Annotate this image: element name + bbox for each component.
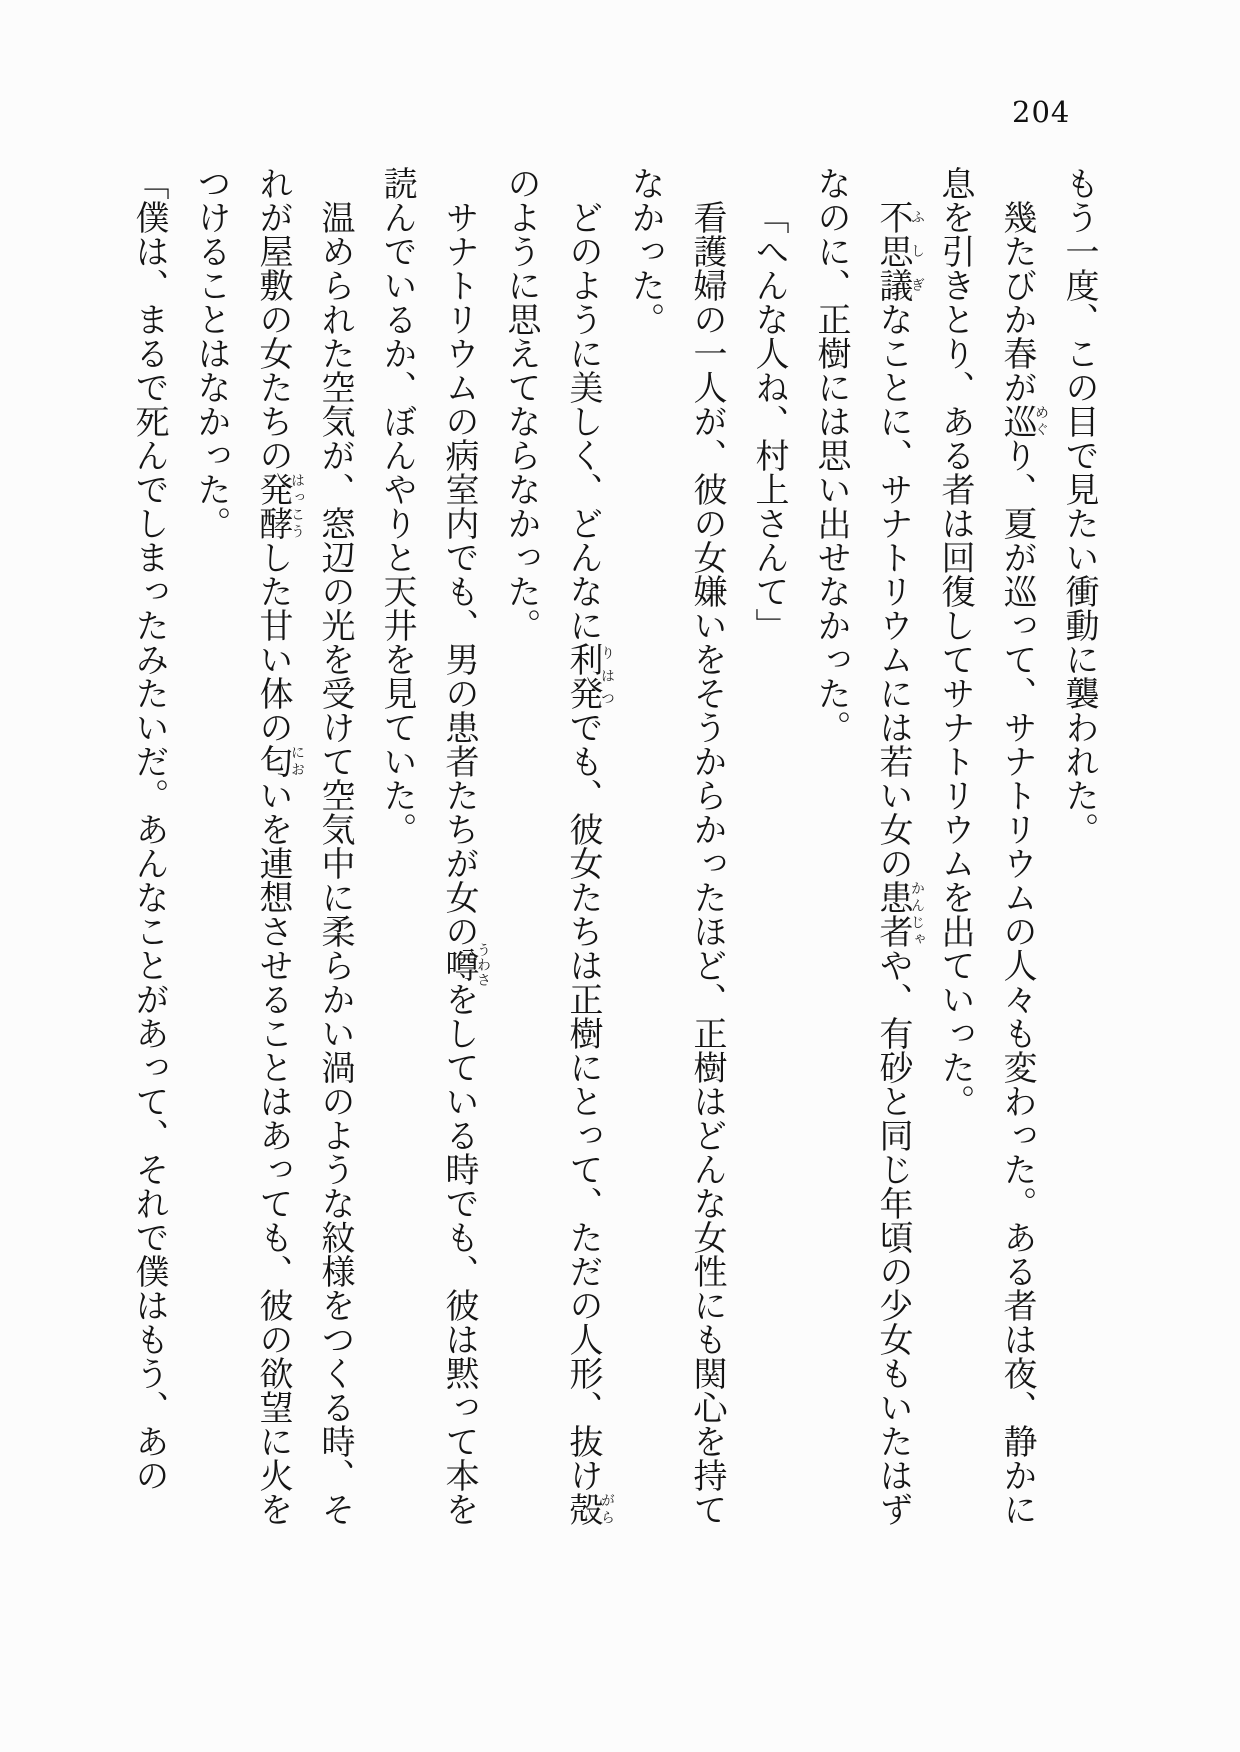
paragraph: 「僕は、まるで死んでしまったみたいだ。あんなことがあって、それで僕はもう、あの	[129, 166, 169, 1492]
ruby-annotated-word: 噂うわさ	[439, 942, 491, 988]
paragraph: 「へんな人ね、村上さんて」	[749, 200, 789, 642]
ruby-annotated-word: 利発りはつ	[563, 642, 615, 710]
paragraph: サナトリウムの病室内でも、男の患者たちが女の噂うわさをしている時でも、彼は黙って本を読んでいるか、ぼんやりと天井を見ていた。	[377, 166, 491, 1526]
ruby-annotated-word: 匂にお	[253, 744, 305, 778]
ruby-annotated-word: 発酵はっこう	[253, 472, 305, 540]
paragraph: もう一度、この目で見たい衝動に襲われた。	[1059, 166, 1099, 846]
paragraph: どのように美しく、どんなに利発りはつでも、彼女たちは正樹にとって、ただの人形、抜け殻がらのように思えてならなかった。	[501, 166, 615, 1526]
paragraph: 温められた空気が、窓辺の光を受けて空気中に柔らかい渦のような紋様をつくる時、それが屋敷の女たちの発酵はっこうした甘い体の匂においを連想させることはあっても、彼の欲望に火をつけることはなかった。	[191, 166, 355, 1526]
body-text	[118, 166, 1110, 1526]
ruby-annotated-word: 巡めぐ	[997, 404, 1049, 438]
ruby-annotated-word: 患者かんじゃ	[873, 880, 925, 948]
page-number: 204	[1012, 95, 1071, 129]
paragraph: 幾たびか春が巡めぐり、夏が巡って、サナトリウムの人々も変わった。ある者は夜、静かに息を引きとり、ある者は回復してサナトリウムを出ていった。	[935, 166, 1049, 1526]
ruby-annotated-word: 殻がら	[563, 1492, 615, 1526]
paragraph: 不思議ふしぎなことに、サナトリウムには若い女の患者かんじゃや、有砂と同じ年頃の少女もいたはずなのに、正樹には思い出せなかった。	[811, 166, 925, 1526]
paragraph: 看護婦の一人が、彼の女嫌いをそうからかったほど、正樹はどんな女性にも関心を持てなかった。	[625, 166, 727, 1526]
ruby-annotated-word: 不思議ふしぎ	[873, 200, 925, 302]
